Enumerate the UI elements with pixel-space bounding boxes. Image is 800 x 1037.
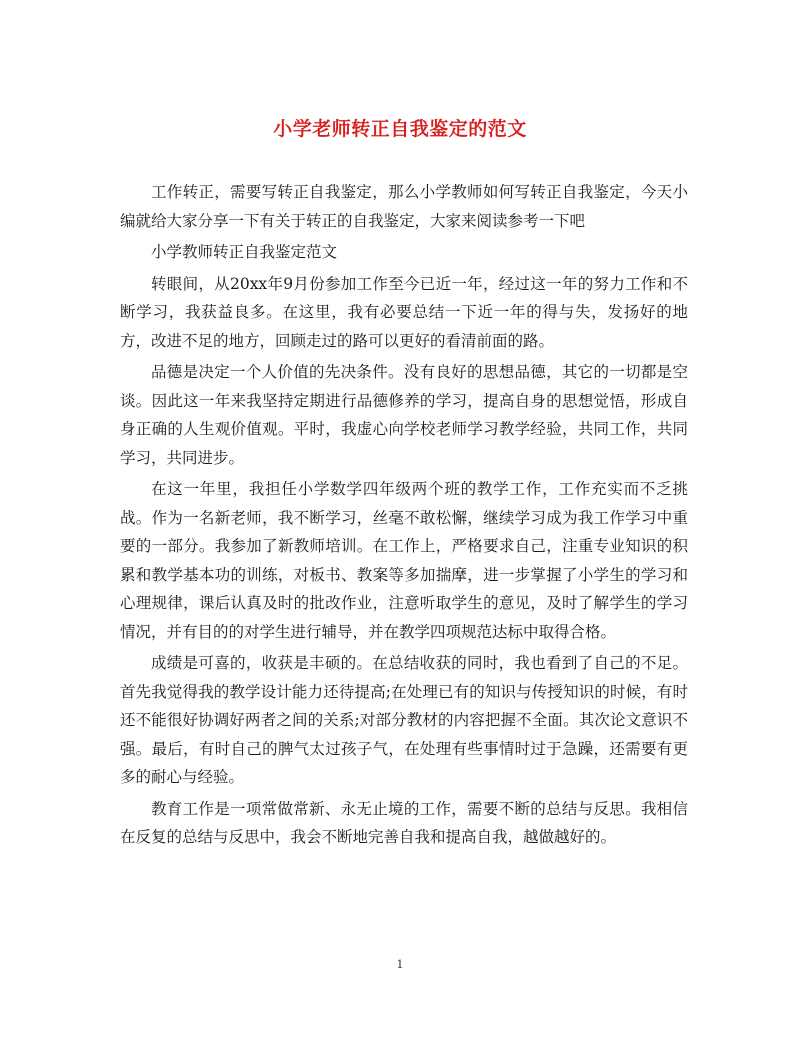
intro-paragraph: 工作转正，需要写转正自我鉴定，那么小学教师如何写转正自我鉴定，今天小编就给大家分享一下有关于转正的自我鉴定，大家来阅读参考一下吧: [120, 183, 688, 230]
section-heading: 小学教师转正自我鉴定范文: [151, 243, 338, 261]
document-title: 小学老师转正自我鉴定的范文: [273, 118, 527, 140]
body-paragraph-2: 品德是决定一个人价值的先决条件。没有良好的思想品德，其它的一切都是空谈。因此这一年来我坚持定期进行品德修养的学习，提高自身的思想觉悟，形成自身正确的人生观价值观。平时，我虚心向学校老师学习教学经验，共同工作，共同学习，共同进步。: [120, 363, 688, 467]
body-paragraph-1: 转眼间，从20xx年9月份参加工作至今已近一年，经过这一年的努力工作和不断学习，我获益良多。在这里，我有必要总结一下近一年的得与失，发扬好的地方，改进不足的地方，回顾走过的路可以更好的看清前面的路。: [120, 274, 688, 350]
body-paragraph-3: 在这一年里，我担任小学数学四年级两个班的教学工作，工作充实而不乏挑战。作为一名新老师，我不断学习，丝毫不敢松懈，继续学习成为我工作学习中重要的一部分。我参加了新教师培训。在工作上，严格要求自己，注重专业知识的积累和教学基本功的训练，对板书、教案等多加揣摩，进一步掌握了小学生的学习和心理规律，课后认真及时的批改作业，注意听取学生的意见，及时了解学生的学习情况，并有目的的对学生进行辅导，并在教学四项规范达标中取得合格。: [120, 480, 688, 641]
document-body: [120, 178, 688, 855]
body-paragraph-4: 成绩是可喜的，收获是丰硕的。在总结收获的同时，我也看到了自己的不足。首先我觉得我的教学设计能力还待提高;在处理已有的知识与传授知识的时候，有时还不能很好协调好两者之间的关系;对部分教材的内容把握不全面。其次论文意识不强。最后，有时自己的脾气太过孩子气，在处理有些事情时过于急躁，还需要有更多的耐心与经验。: [120, 654, 688, 786]
body-paragraph-5: 教育工作是一项常做常新、永无止境的工作，需要不断的总结与反思。我相信在反复的总结与反思中，我会不断地完善自我和提高自我，越做越好的。: [120, 799, 688, 846]
page-number: 1: [396, 958, 404, 971]
